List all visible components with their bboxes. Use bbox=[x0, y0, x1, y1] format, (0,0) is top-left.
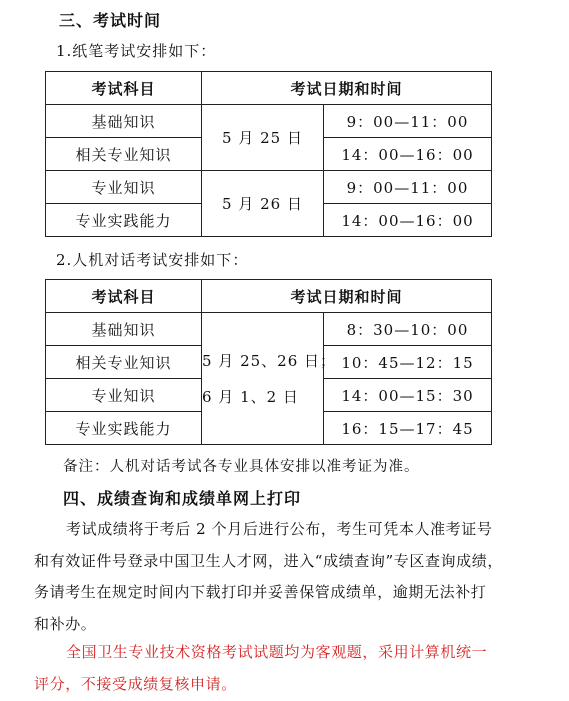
exam-note: 备注：人机对话考试各专业具体安排以准考证为准。 bbox=[63, 459, 420, 475]
date-cell bbox=[202, 313, 337, 445]
subject-cell: 专业知识 bbox=[46, 379, 202, 412]
date-cell: 5 月 25 日 bbox=[202, 105, 324, 171]
time-cell: 9：00—11：00 bbox=[324, 105, 492, 138]
time-cell: 8：30—10：00 bbox=[324, 313, 492, 346]
computer-exam-table bbox=[45, 279, 492, 445]
time-cell: 10：45—12：15 bbox=[324, 346, 492, 379]
objective-question-notice bbox=[34, 637, 534, 700]
section3-heading: 三、考试时间 bbox=[59, 11, 162, 30]
table-row bbox=[46, 313, 492, 346]
paragraph-line: 全国卫生专业技术资格考试试题均为客观题，采用计算机统一 bbox=[66, 643, 488, 661]
time-cell: 14：00—16：00 bbox=[324, 138, 492, 171]
paragraph-line: 和补办。 bbox=[34, 614, 97, 633]
table-row bbox=[46, 105, 492, 138]
time-cell: 14：00—15：30 bbox=[324, 379, 492, 412]
header-datetime: 考试日期和时间 bbox=[202, 280, 492, 313]
table-header-row bbox=[46, 280, 492, 313]
subject-cell: 专业知识 bbox=[46, 171, 202, 204]
header-subject: 考试科目 bbox=[46, 72, 202, 105]
header-subject: 考试科目 bbox=[46, 280, 202, 313]
paper-exam-title: 1.纸笔考试安排如下： bbox=[56, 42, 217, 60]
subject-cell: 专业实践能力 bbox=[46, 412, 202, 445]
subject-cell: 相关专业知识 bbox=[46, 138, 202, 171]
date-cell: 5 月 26 日 bbox=[202, 171, 324, 237]
subject-cell: 专业实践能力 bbox=[46, 204, 202, 237]
header-datetime: 考试日期和时间 bbox=[202, 72, 492, 105]
table-row bbox=[46, 171, 492, 204]
time-cell: 16：15—17：45 bbox=[324, 412, 492, 445]
section4-heading: 四、成绩查询和成绩单网上打印 bbox=[63, 489, 302, 508]
score-paragraph bbox=[34, 514, 534, 640]
subject-cell: 基础知识 bbox=[46, 313, 202, 346]
paragraph-line: 评分，不接受成绩复核申请。 bbox=[34, 674, 237, 693]
subject-cell: 相关专业知识 bbox=[46, 346, 202, 379]
computer-exam-title: 2.人机对话考试安排如下： bbox=[56, 251, 249, 269]
table-header-row bbox=[46, 72, 492, 105]
date-line-2: 6 月 1、2 日 bbox=[202, 387, 299, 406]
paragraph-line: 和有效证件号登录中国卫生人才网，进入“成绩查询”专区查询成绩， bbox=[34, 551, 503, 570]
paragraph-line: 考试成绩将于考后 2 个月后进行公布，考生可凭本人准考证号 bbox=[66, 520, 493, 538]
paper-exam-table bbox=[45, 71, 492, 237]
paragraph-line: 务请考生在规定时间内下载打印并妥善保管成绩单，逾期无法补打 bbox=[34, 583, 487, 601]
date-line-1: 5 月 25、26 日； bbox=[202, 351, 337, 370]
subject-cell: 基础知识 bbox=[46, 105, 202, 138]
time-cell: 9：00—11：00 bbox=[324, 171, 492, 204]
time-cell: 14：00—16：00 bbox=[324, 204, 492, 237]
